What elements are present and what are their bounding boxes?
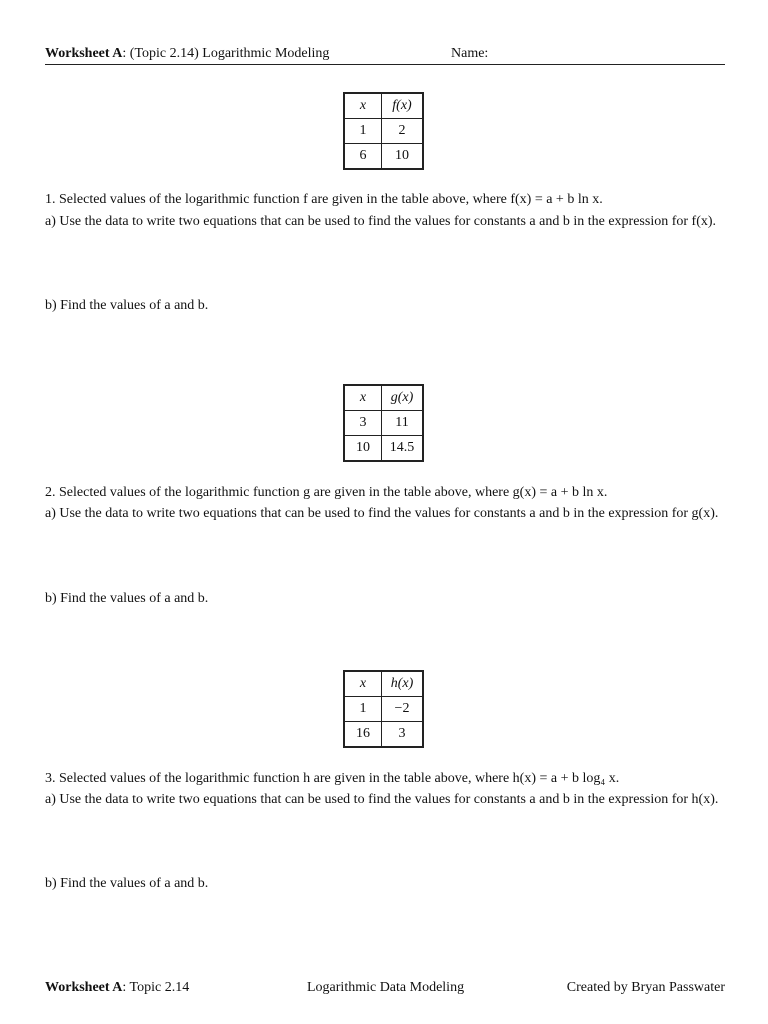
table-header-x: x <box>345 386 382 411</box>
table-cell: 1 <box>345 697 382 722</box>
question-1-part-a: a) Use the data to write two equations that can be used to find the values for constants a and b in the expression for f(x). <box>45 214 717 229</box>
name-label: Name: <box>451 46 489 61</box>
question-3-intro: 3. Selected values of the logarithmic function h are given in the table above, where h(x) = a + b log₄ x. <box>45 771 620 786</box>
question-2-intro: 2. Selected values of the logarithmic function g are given in the table above, where g(x) = a + b ln x. <box>45 485 608 500</box>
footer-worksheet <box>45 980 189 996</box>
worksheet-label: Worksheet A <box>45 46 123 61</box>
table-cell: 10 <box>345 436 382 461</box>
table-header-x: x <box>345 94 382 119</box>
table-cell: −2 <box>382 697 423 722</box>
table-header-fx: f(x) <box>382 94 423 119</box>
table-header-gx: g(x) <box>382 386 423 411</box>
question-1-intro: 1. Selected values of the logarithmic function f are given in the table above, where f(x) = a + b ln x. <box>45 192 603 207</box>
footer-worksheet-label: Worksheet A <box>45 980 123 995</box>
table-g <box>344 385 423 461</box>
worksheet-title <box>45 46 329 62</box>
question-2-part-a: a) Use the data to write two equations that can be used to find the values for constants a and b in the expression for g(x). <box>45 506 719 521</box>
table-cell: 16 <box>345 722 382 747</box>
table-cell: 3 <box>345 411 382 436</box>
table-header-hx: h(x) <box>382 672 423 697</box>
page-header <box>45 44 725 65</box>
footer-credit: Created by Bryan Passwater <box>566 980 725 995</box>
question-2-part-b: b) Find the values of a and b. <box>45 591 209 606</box>
table-cell: 11 <box>382 411 423 436</box>
table-cell: 3 <box>382 722 423 747</box>
table-f <box>344 93 423 169</box>
table-cell: 2 <box>382 119 423 144</box>
footer-center: Logarithmic Data Modeling <box>307 980 465 995</box>
question-1-part-b: b) Find the values of a and b. <box>45 298 209 313</box>
table-cell: 1 <box>345 119 382 144</box>
table-header-x: x <box>345 672 382 697</box>
table-h <box>344 671 423 747</box>
table-cell: 10 <box>382 144 423 169</box>
table-cell: 6 <box>345 144 382 169</box>
topic-label: : (Topic 2.14) Logarithmic Modeling <box>122 46 330 61</box>
footer-topic: : Topic 2.14 <box>122 980 190 995</box>
question-3-part-b: b) Find the values of a and b. <box>45 876 209 891</box>
question-3-part-a: a) Use the data to write two equations that can be used to find the values for constants a and b in the expression for h(x). <box>45 792 719 807</box>
table-cell: 14.5 <box>382 436 423 461</box>
